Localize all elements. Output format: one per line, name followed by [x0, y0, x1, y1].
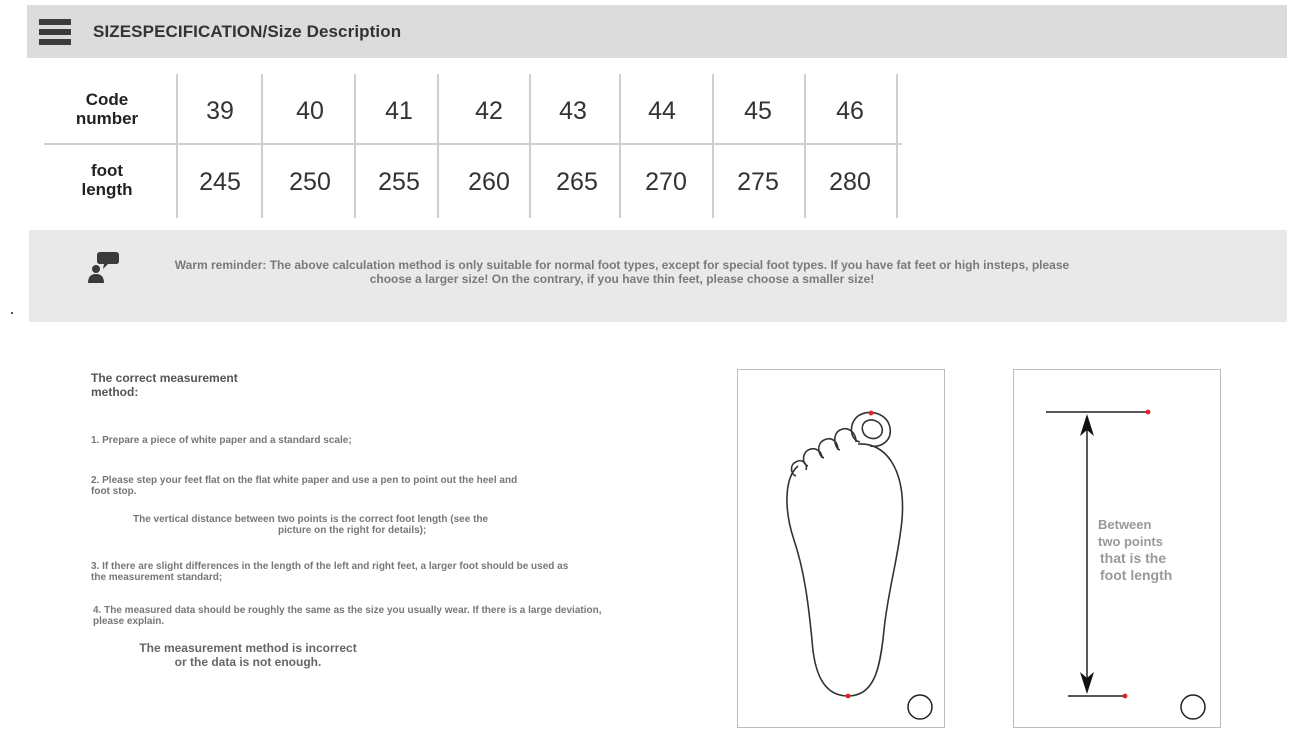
- table-column-line: [804, 74, 806, 218]
- row-label-code: Code number: [75, 90, 139, 128]
- code-cell: 44: [648, 97, 676, 125]
- warm-reminder-text: Warm reminder: The above calculation method is only suitable for normal foot types, except for special foot types. If you have fat feet or high insteps, please choose a larger size! On the contrary, if you have thin feet, please choose a smaller size!: [174, 258, 1070, 286]
- length-cell: 255: [378, 168, 420, 196]
- reminder-bar: [29, 230, 1287, 322]
- size-table: [44, 74, 904, 220]
- length-caption: Between two points that is the foot length: [1098, 517, 1173, 583]
- header-bar: [27, 5, 1287, 58]
- length-cell: 275: [737, 168, 779, 196]
- length-cell: 250: [289, 168, 331, 196]
- length-picture: [1013, 369, 1221, 728]
- person-chat-icon: [86, 250, 120, 284]
- bottom-point-marker: [1123, 694, 1128, 699]
- row-label-foot-length: foot length: [81, 161, 133, 199]
- step-2: 2. Please step your feet flat on the flat white paper and use a pen to point out the heel and foot stop.: [91, 475, 518, 497]
- length-cell: 265: [556, 168, 598, 196]
- table-divider: [44, 143, 902, 145]
- code-cell: 39: [206, 97, 234, 125]
- table-column-line: [712, 74, 714, 218]
- picture-number-2: [1181, 694, 1205, 712]
- stray-dot: [11, 312, 13, 314]
- heel-point-marker: [846, 694, 851, 699]
- table-column-line: [896, 74, 898, 218]
- measurement-title: The correct measurement method:: [91, 371, 238, 399]
- length-cell: 270: [645, 168, 687, 196]
- measurement-warning: The measurement method is incorrect or the data is not enough.: [139, 641, 357, 669]
- picture-number-1: [908, 694, 932, 712]
- menu-icon[interactable]: [39, 19, 71, 47]
- step-4: 4. The measured data should be roughly the same as the size you usually wear. If there is a large deviation, please explain.: [93, 605, 602, 627]
- foot-outline-icon: [738, 370, 944, 727]
- code-cell: 45: [744, 97, 772, 125]
- code-cell: 41: [385, 97, 413, 125]
- length-cell: 245: [199, 168, 241, 196]
- foot-picture: [737, 369, 945, 728]
- top-point-marker: [1146, 410, 1151, 415]
- step-1: 1. Prepare a piece of white paper and a standard scale;: [91, 435, 352, 446]
- length-cell: 280: [829, 168, 871, 196]
- top-point-marker: [869, 411, 874, 416]
- code-cell: 40: [296, 97, 324, 125]
- code-cell: 46: [836, 97, 864, 125]
- code-cell: 43: [559, 97, 587, 125]
- code-cell: 42: [475, 97, 503, 125]
- step-3: 3. If there are slight differences in the length of the left and right feet, a larger foot should be used as the measurement standard;: [91, 561, 569, 583]
- page-title: SIZESPECIFICATION/Size Description: [93, 22, 402, 41]
- length-cell: 260: [468, 168, 510, 196]
- step-2-note: The vertical distance between two points is the correct foot length (see the picture on the right for details);: [133, 514, 489, 536]
